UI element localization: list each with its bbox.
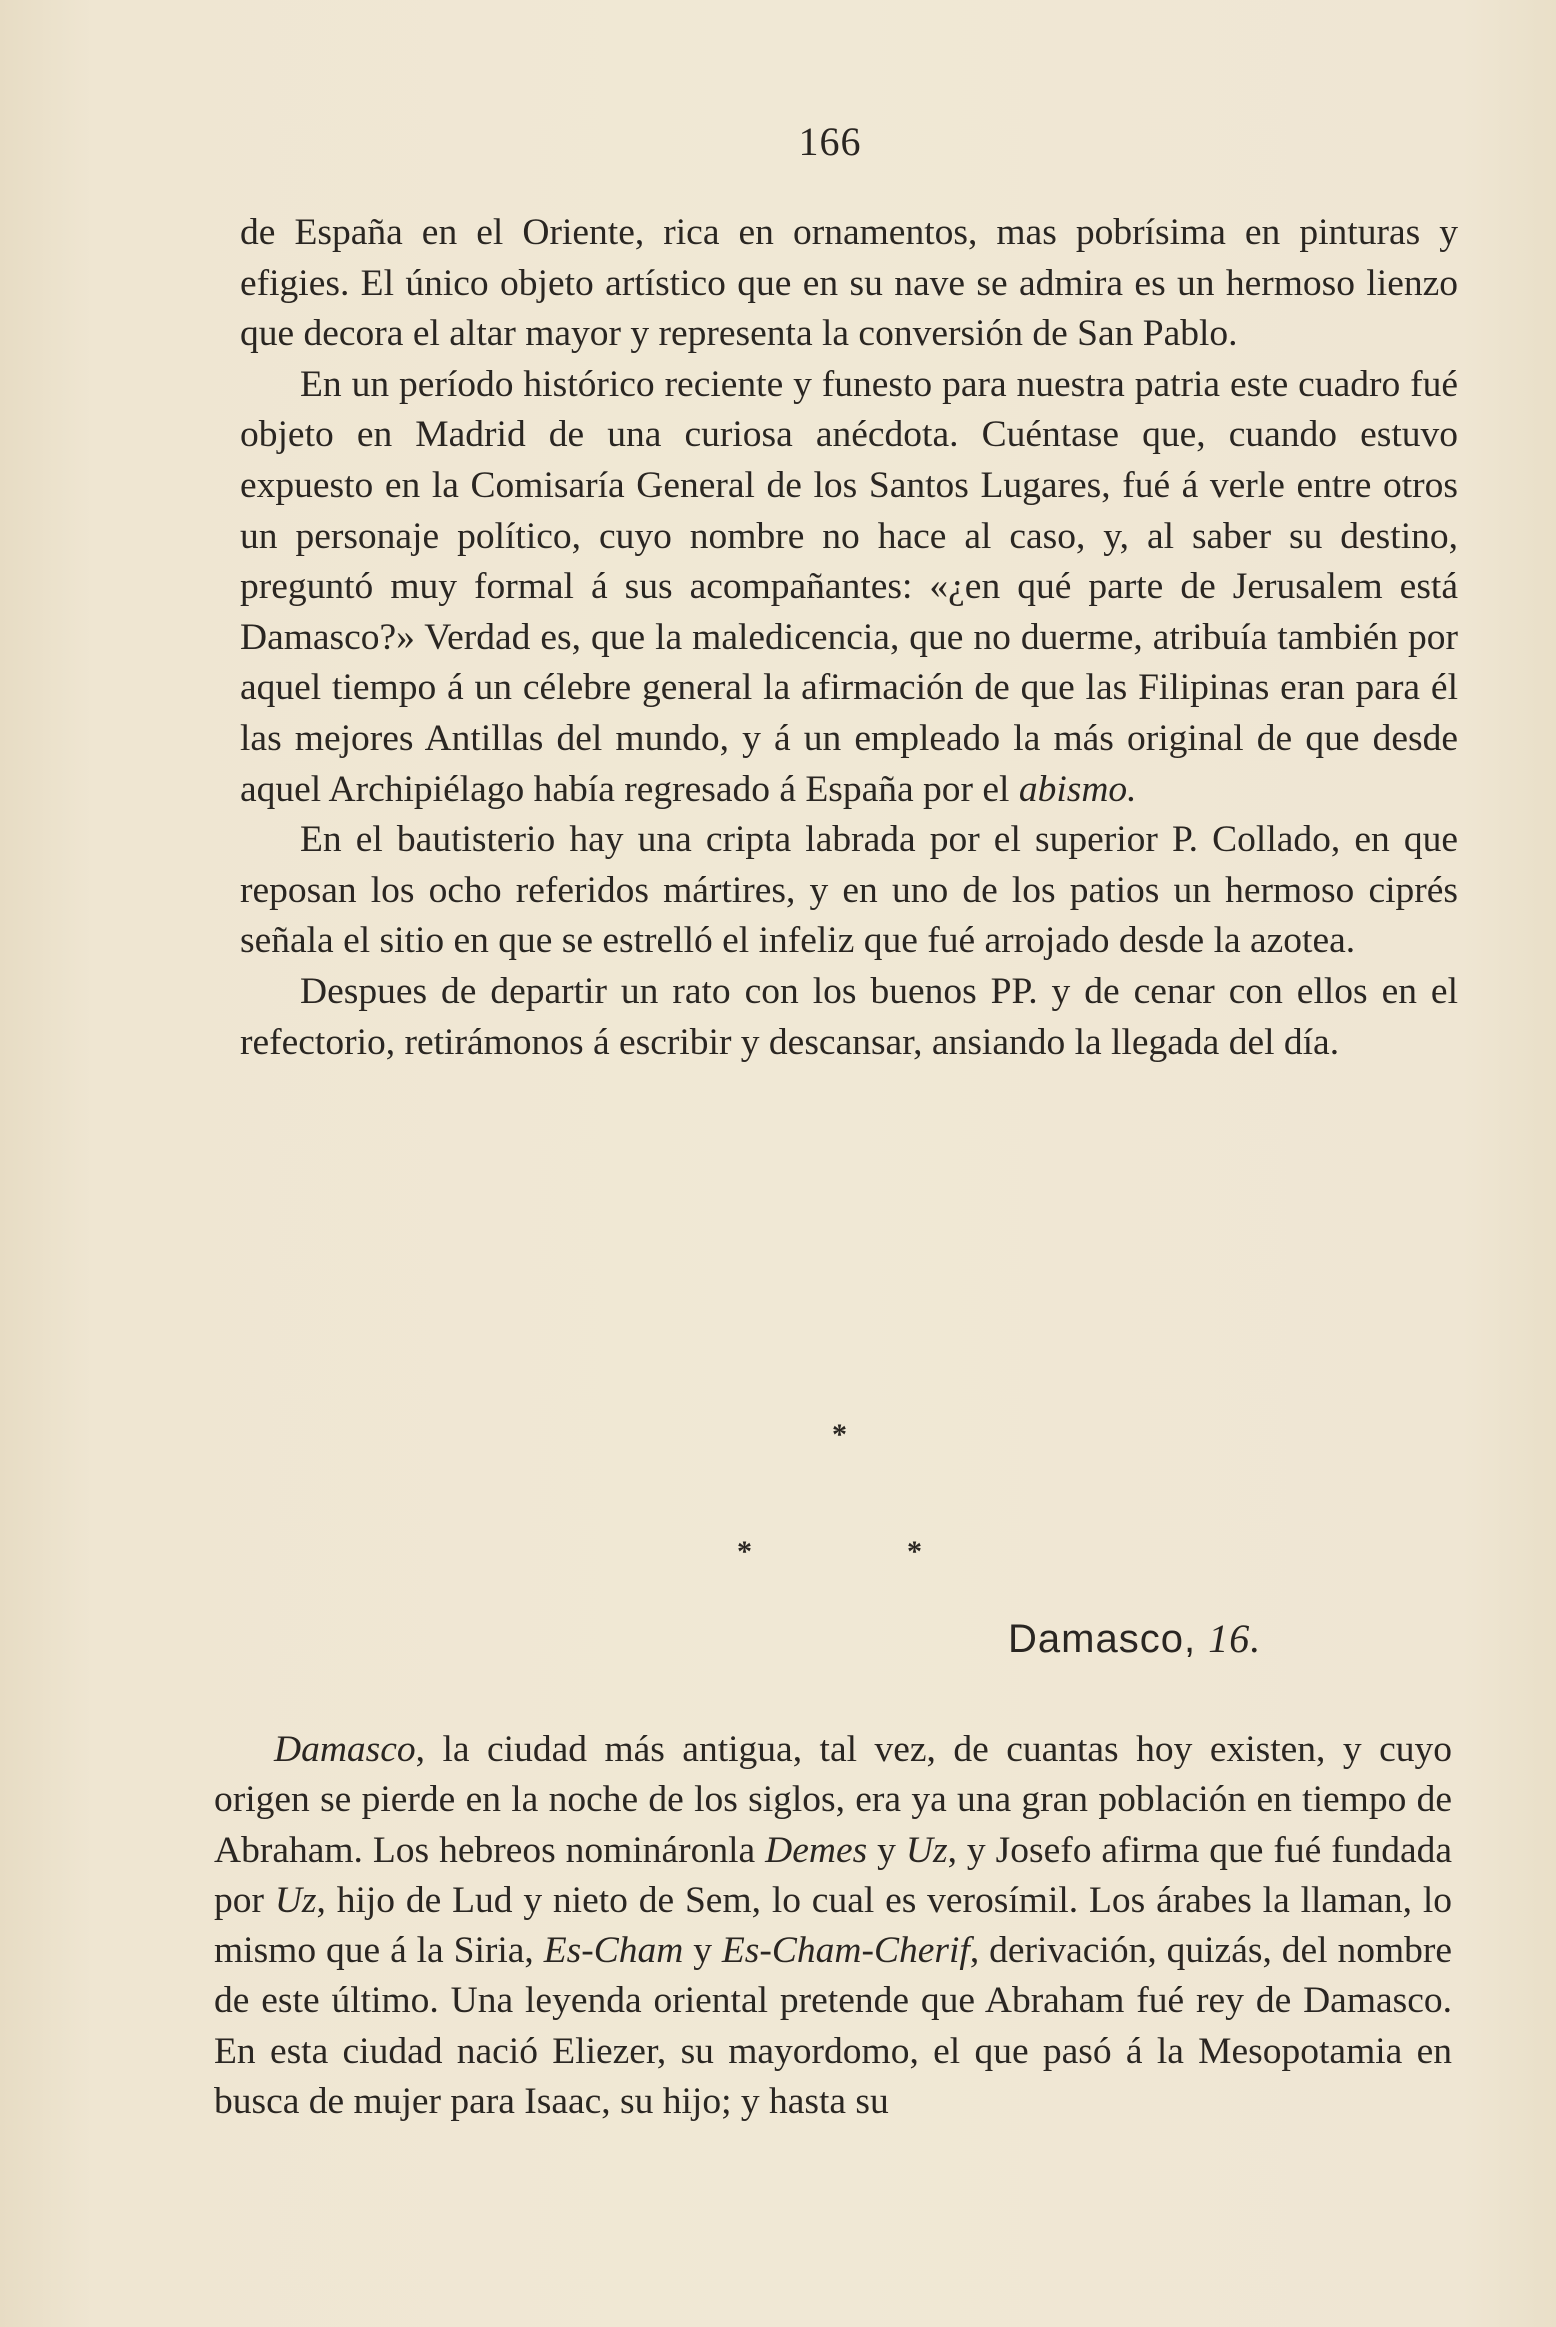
italic-word-uz-2: Uz <box>274 1879 317 1921</box>
paragraph-anecdote <box>240 360 1458 815</box>
text-part-4: , hijo de Lud y nieto de Sem, lo cual es verosímil. Los árabes la llaman, lo mismo que á la Siria, <box>214 1879 1452 1972</box>
asterism-star-top: * <box>832 1418 847 1451</box>
text-part-3: , y Josefo afirma que fué fundada por <box>214 1829 1452 1921</box>
heading-day: 16. <box>1208 1616 1262 1661</box>
italic-word-abismo: abismo. <box>1018 768 1137 810</box>
text-part-5: y <box>683 1930 722 1972</box>
italic-word-damasco: Damasco <box>274 1729 416 1770</box>
paragraph-damasco <box>214 1725 1452 2127</box>
italic-word-es-cham: Es-Cham <box>543 1930 684 1972</box>
paragraph-anecdote-text: En un período histórico reciente y funesto para nuestra patria este cuadro fué objeto en Madrid de una curiosa anécdota. Cuéntase que, cuando estuvo expuesto en la Comisaría General de los Santos Lugares, fué á verle entre otros un personaje político, cuyo nombre no hace al caso, y, al saber su destino, preguntó muy formal á sus acompañantes: «¿en qué parte de Jerusalem está Damasco?» Verdad es, que la maledicencia, que no duerme, atribuía también por aquel tiempo á un célebre general la afirmación de que las Filipinas eran para él las mejores Antillas del mundo, y á un empleado la más original de que desde aquel Archipiélago había regresado á España por el <box>240 363 1458 810</box>
paragraph-departure: Despues de departir un rato con los buenos PP. y de cenar con ellos en el refectorio, retirámonos á escribir y descansar, ansiando la llegada del día. <box>240 970 1458 1063</box>
paragraph-baptistery: En el bautisterio hay una cripta labrada por el superior P. Collado, en que reposan los ocho referidos mártires, y en uno de los patios un hermoso ciprés señala el sitio en que se estrelló el infeliz que fué arrojado desde la azotea. <box>240 819 1458 962</box>
page-number: 166 <box>798 119 862 164</box>
text-part-6: , derivación, quizás, del nombre de este último. Una leyenda oriental pretende que Abraham fué rey de Damasco. En esta ciudad nació Eliezer, su mayordomo, el que pasó á la Mesopotamia en busca de mujer para Isaac, su hijo; y hasta su <box>214 1930 1453 2123</box>
italic-word-demes: Demes <box>765 1829 868 1871</box>
heading-place: Damasco, <box>1008 1617 1197 1661</box>
italic-word-uz-1: Uz <box>905 1829 948 1871</box>
text-section-one <box>240 208 1458 1068</box>
asterism-star-right: * <box>907 1535 922 1568</box>
text-part-2: y <box>867 1829 906 1871</box>
section-heading <box>1008 1615 1261 1662</box>
text-part-1: , la ciudad más antigua, tal vez, de cuantas hoy existen, y cuyo origen se pierde en la noche de los siglos, era ya una gran población en tiempo de Abraham. Los hebreos nomináronla <box>214 1729 1452 1871</box>
asterism-star-left: * <box>737 1535 752 1568</box>
italic-word-es-cham-cherif: Es-Cham-Cherif <box>721 1930 970 1972</box>
paragraph-continuation: de España en el Oriente, rica en ornamentos, mas pobrísima en pinturas y efigies. El único objeto artístico que en su nave se admira es un hermoso lienzo que decora el altar mayor y representa la conversión de San Pablo. <box>240 212 1458 355</box>
text-section-two <box>214 1725 1452 2127</box>
